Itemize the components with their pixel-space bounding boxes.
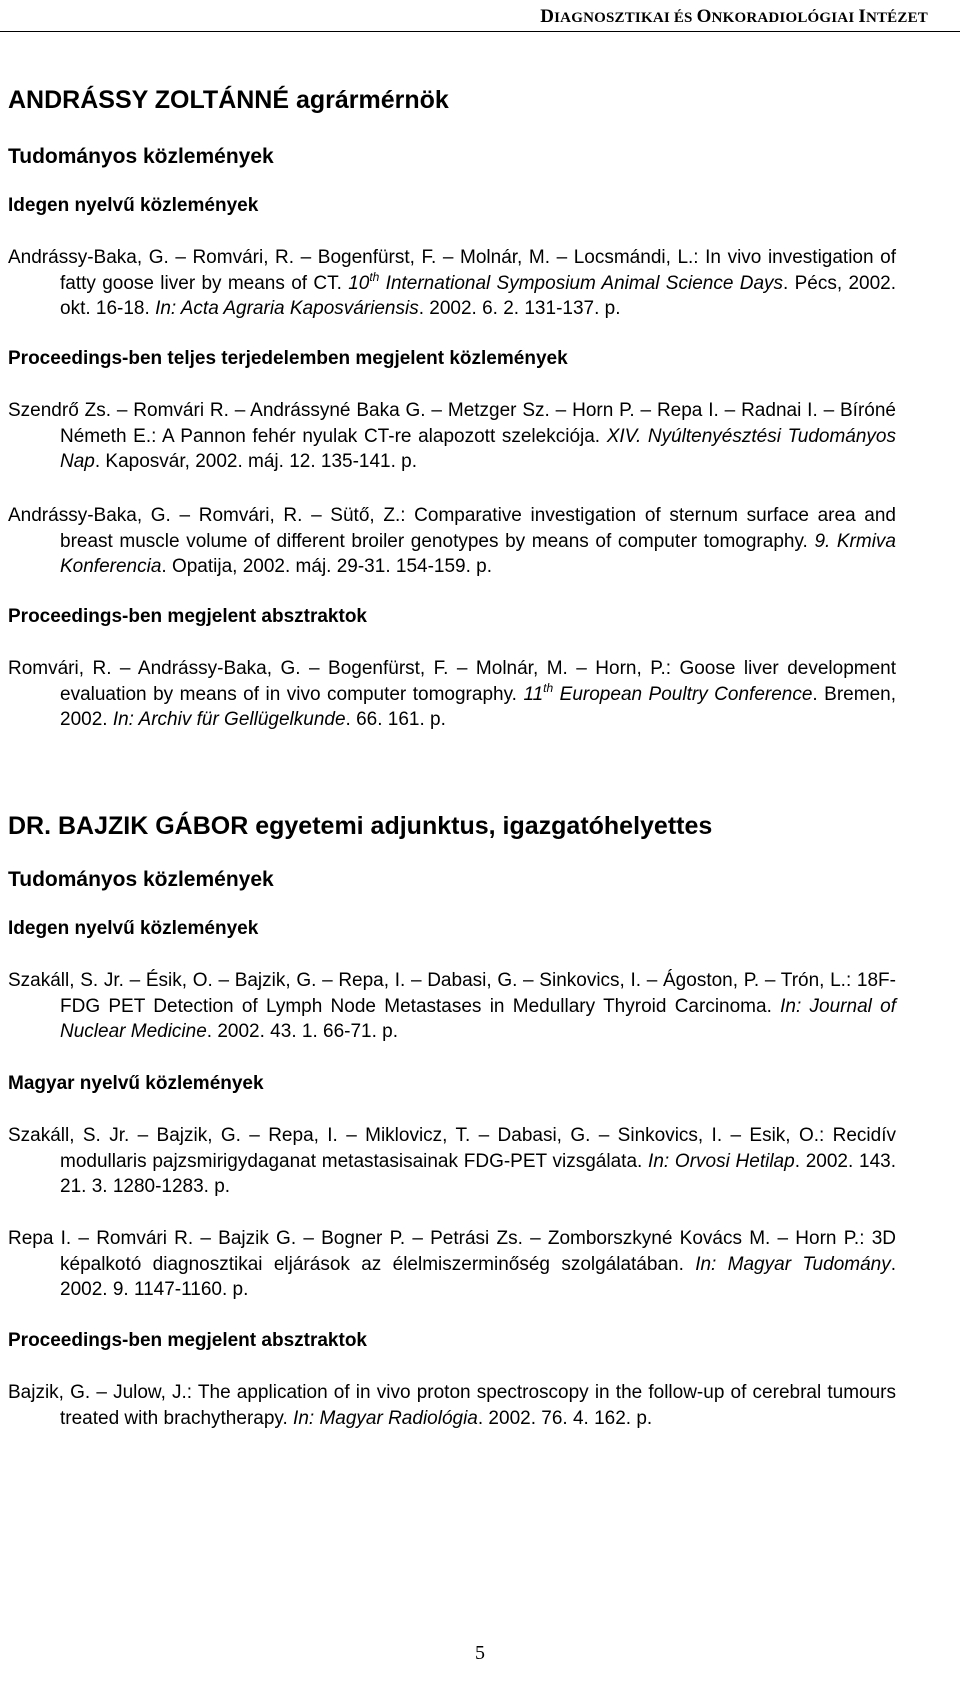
page-number: 5	[475, 1642, 485, 1664]
header-initial: I	[858, 6, 866, 27]
subsection-heading: Proceedings-ben megjelent absztraktok	[8, 606, 367, 627]
publication-entry: Szakáll, S. Jr. – Bajzik, G. – Repa, I. – Miklovicz, T. – Dabasi, G. – Sinkovics, I. – Esik, O.: Recidív modullaris pajzsmirigydaganat metastasisainak FDG-PET vizsgálata. In: Orvosi Hetilap. 2002. 143. 21. 3. 1280-1283. p.	[8, 1125, 896, 1197]
publication-entry: Andrássy-Baka, G. – Romvári, R. – Bogenfürst, F. – Molnár, M. – Locsmándi, L.: In vivo investigation of fatty goose liver by means of CT. 10th International Symposium Animal Science Days. Pécs, 2002. okt. 16-18. In: Acta Agraria Kaposváriensis. 2002. 6. 2. 131-137. p.	[8, 247, 896, 319]
running-header	[540, 6, 928, 28]
subsection-heading: Proceedings-ben teljes terjedelemben megjelent közlemények	[8, 348, 568, 369]
author-heading: ANDRÁSSY ZOLTÁNNÉ agrármérnök	[8, 86, 449, 114]
subsection-heading: Proceedings-ben megjelent absztraktok	[8, 1330, 367, 1351]
publication-entry: Romvári, R. – Andrássy-Baka, G. – Bogenfürst, F. – Molnár, M. – Horn, P.: Goose liver development evaluation by means of in vivo computer tomography. 11th European Poultry Conference. Bremen, 2002. In: Archiv für Gellügelkunde. 66. 161. p.	[8, 658, 896, 730]
header-initial: D	[540, 6, 555, 27]
header-word: IAGNOSZTIKAI ÉS	[554, 10, 697, 26]
header-word: NTÉZET	[865, 10, 928, 26]
subsection-heading: Magyar nyelvű közlemények	[8, 1073, 264, 1094]
section-heading: Tudományos közlemények	[8, 868, 274, 891]
publication-entry: Andrássy-Baka, G. – Romvári, R. – Sütő, Z.: Comparative investigation of sternum surface area and breast muscle volume of different broiler genotypes by means of computer tomography. 9. Krmiva Konferencia. Opatija, 2002. máj. 29-31. 154-159. p.	[8, 505, 896, 577]
subsection-heading: Idegen nyelvű közlemények	[8, 195, 259, 216]
author-heading: DR. BAJZIK GÁBOR egyetemi adjunktus, igazgatóhelyettes	[8, 812, 713, 840]
subsection-heading: Idegen nyelvű közlemények	[8, 918, 259, 939]
publication-entry: Szendrő Zs. – Romvári R. – Andrássyné Baka G. – Metzger Sz. – Horn P. – Repa I. – Radnai I. – Bíróné Németh E.: A Pannon fehér nyulak CT-re alapozott szelekciója. XIV. Nyúltenyésztési Tudományos Nap. Kaposvár, 2002. máj. 12. 135-141. p.	[8, 400, 897, 472]
publication-entry: Repa I. – Romvári R. – Bajzik G. – Bogner P. – Petrási Zs. – Zomborszkyné Kovács M. – Horn P.: 3D képalkotó diagnosztikai eljárások az élelmiszerminőség szolgálatában. In: Magyar Tudomány. 2002. 9. 1147-1160. p.	[8, 1228, 896, 1300]
header-initial: O	[696, 6, 712, 27]
publication-entry: Bajzik, G. – Julow, J.: The application of in vivo proton spectroscopy in the follow-up of cerebral tumours treated with brachytherapy. In: Magyar Radiológia. 2002. 76. 4. 162. p.	[8, 1382, 896, 1429]
header-word: NKORADIOLÓGIAI	[711, 10, 859, 26]
section-heading: Tudományos közlemények	[8, 145, 274, 168]
header-rule	[0, 31, 960, 32]
publication-entry: Szakáll, S. Jr. – Ésik, O. – Bajzik, G. – Repa, I. – Dabasi, G. – Sinkovics, I. – Ágoston, P. – Trón, L.: 18F-FDG PET Detection of Lymph Node Metastases in Medullary Thyroid Carcinoma. In: Journal of Nuclear Medicine. 2002. 43. 1. 66-71. p.	[8, 970, 896, 1042]
